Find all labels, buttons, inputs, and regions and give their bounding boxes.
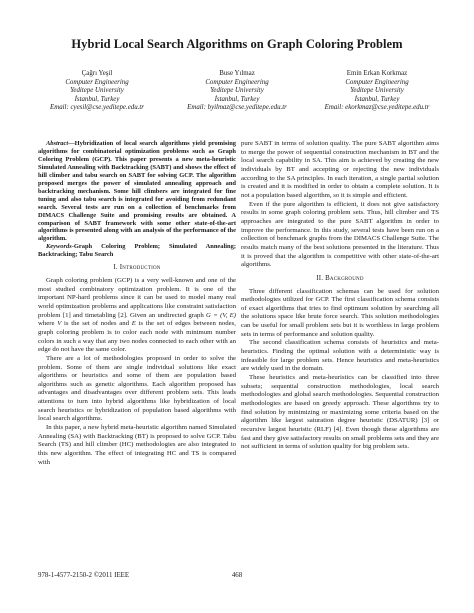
intro-p1-text-c: is the set of nodes and bbox=[61, 320, 132, 328]
author-university: Yeditepe University bbox=[70, 87, 124, 95]
footer-isbn: 978-1-4577-2150-2 ©2011 IEEE bbox=[38, 572, 130, 579]
author-city: İstanbul, Turkey bbox=[74, 95, 120, 103]
intro-paragraph-1 bbox=[38, 277, 236, 355]
abstract-text: —Hybridization of local search algorithms yield promising algorithms for combinatorial optimization problems such as Graph Coloring Problem (GCP). This paper presents a new meta-heuristic Simulated Annealing with Backtracking (SABT) and shows the effect of hill climber and tabu search on SABT for solving GCP. The algorithm proposed merges the power of simulated annealing approach and backtracking mechanism. Some hill climbers are integrated for fine tuning and also tabu search is integrated for avoiding from redundant search. Several tests are run on a collection of benchmarks from DIMACS Challenge Suite and promising results are obtained. A comparison of SABT framework with some other state-of-the-art algorithms is presented along with an analysis of the performance of the algorithm. bbox=[38, 140, 236, 243]
math-graph: G = (V, E) bbox=[206, 311, 236, 319]
author-3 bbox=[302, 70, 452, 113]
intro-paragraph-4: Even if the pure algorithm is efficient, it does not give satisfactory results in some graph coloring problem sets. Thus, hill climber and TS approaches are integrated to the pure SABT algorithm in order to improve the performance. In this study, several tests have been run on a collection of benchmark graphs from the DIMACS Challenge Suite. The results match many of the best solutions presented in the literature. Thus it is proved that the algorithm is competitive with other state-of-the-art algorithms. bbox=[241, 200, 439, 269]
intro-paragraph-3: In this paper, a new hybrid meta-heuristic algorithm named Simulated Annealing (SA) with Backtracking (BT) is proposed to solve GCP. Tabu Search (TS) and hill climber (HC) methodologies are also integrated to this new algorithm. The effect of integrating HC and TS is compared with bbox=[38, 424, 236, 466]
author-department: Computer Engineering bbox=[345, 78, 409, 86]
keywords bbox=[38, 243, 236, 259]
abstract-lead: Abstract bbox=[46, 140, 69, 147]
section-heading-background: II. Background bbox=[316, 274, 364, 282]
author-email: Email: cyesil@cse.yeditepe.edu.tr bbox=[50, 104, 144, 112]
author-block bbox=[20, 70, 454, 124]
author-city: İstanbul, Turkey bbox=[214, 95, 260, 103]
page-number: 468 bbox=[231, 572, 243, 579]
author-university: Yeditepe University bbox=[350, 87, 404, 95]
left-column bbox=[38, 140, 236, 467]
intro-p1-text-b: where bbox=[38, 320, 58, 328]
author-department: Computer Engineering bbox=[205, 78, 269, 86]
author-2 bbox=[162, 70, 312, 113]
intro-paragraph-2: There are a lot of methodologies proposed in order to solve the problem. Some of them are single individual solutions like exact algorithms or heuristics and some of them are population based algorithms such as genetic algorithms. Each algorithm proposed has advantages and disadvantages over different problem sets. This leads attentions to turn into hybrid algorithms like hybridization of local search heuristics or hybridization of population based algorithms with local search algorithms. bbox=[38, 354, 236, 423]
keywords-text: -Graph Coloring Problem; Simulated Annealing; Backtracking; Tabu Search bbox=[38, 243, 236, 259]
background-paragraph-2: The second classification schema consists of heuristics and meta-heuristics. Finding the optimal solution with a deterministic way is infeasible for large problem sets. Hence heuristics and meta-heuristics are widely used in the domain. bbox=[241, 339, 439, 373]
author-1 bbox=[22, 70, 172, 113]
right-column bbox=[241, 140, 439, 452]
background-paragraph-3: These heuristics and meta-heuristics can be classified into three subsets; sequential construction methodologies, local search methodologies and global search methodologies. Sequential construction methodologies are based on greedy approach. These algorithms try to find solution by minimizing or maximizing some criteria based on the algorithm like largest saturation degree heuristic (DSATUR) [3] or recursive largest heuristic (RLF) [4]. Even though these algorithms are fast and they give satisfactory results on small problems sets and they are not sufficient in terms of solution quality for big problem sets. bbox=[241, 374, 439, 451]
math-e: E bbox=[131, 320, 136, 328]
author-university: Yeditepe University bbox=[210, 87, 264, 95]
intro-continued-paragraph: pure SABT in terms of solution quality. The pure SABT algorithm aims to merge the power of sequential construction mechanism in BT and the local search capability in SA. This aim is achieved by creating the new individuals by BT and accepting or rejecting the new individuals according to the SA principles. In each iteration, a single partial solution is created and it is modified in order to obtain a complete solution. It is not a population based algorithm, so it is simple and efficient. bbox=[241, 140, 439, 199]
intro-p1-text-a: Graph coloring problem (GCP) is a very well-known and one of the most studied combinatory optimization problem. It is one of the important NP-hard problems since it can be used to model many real world optimization problems and applications like constraint satisfaction problem [1] and timetabling [2]. Given an undirected graph bbox=[38, 276, 236, 319]
paper-title: Hybrid Local Search Algorithms on Graph Coloring Problem bbox=[71, 37, 403, 51]
background-paragraph-1: Three different classification schemas can be used for solution methodologies utilized for GCP. The first classification schema consists of exact algorithms that tries to find optimum solution by searching all the solutions space like brute force search. This solution methodologies can be useful for small problem sets but it is worthless in large problem sets in terms of performance and solution quality. bbox=[241, 287, 439, 338]
math-v: V bbox=[57, 320, 62, 328]
abstract bbox=[38, 140, 236, 243]
author-email: Email: byilmaz@cse.yeditepe.edu.tr bbox=[187, 104, 287, 112]
section-heading-introduction: I. Introduction bbox=[113, 264, 161, 272]
author-email: Email: ekorkmaz@cse.yeditepe.edu.tr bbox=[324, 104, 430, 112]
author-name: Emin Erkan Korkmaz bbox=[346, 70, 408, 77]
keywords-lead: Keywords bbox=[46, 243, 72, 251]
author-city: İstanbul, Turkey bbox=[354, 95, 400, 103]
author-name: Çağrı Yeşil bbox=[81, 70, 113, 77]
intro-p1-text-d: is the set of edges between nodes, graph coloring problem is to color each node with minimum number colors in such a way that any two nodes connected to each other with an edge do not have the same color. bbox=[38, 320, 236, 354]
author-department: Computer Engineering bbox=[65, 78, 129, 86]
author-name: Buse Yılmaz bbox=[219, 70, 255, 77]
